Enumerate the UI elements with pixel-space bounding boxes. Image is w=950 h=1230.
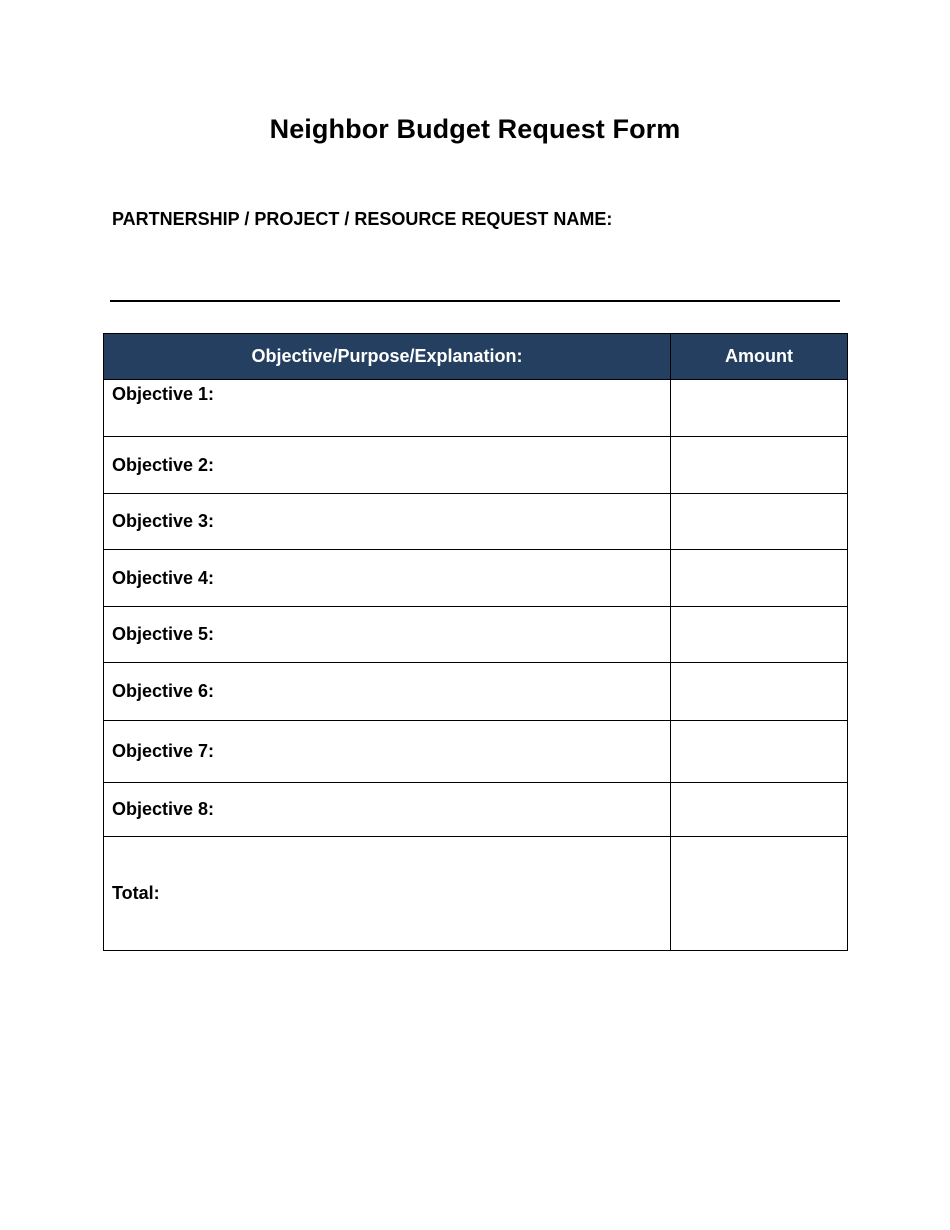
request-name-field[interactable] xyxy=(110,300,840,302)
objective-2-amount-cell[interactable] xyxy=(671,437,848,494)
objective-column-header: Objective/Purpose/Explanation: xyxy=(104,334,671,380)
objective-1-amount-cell[interactable] xyxy=(671,380,848,437)
total-row xyxy=(104,837,848,951)
objective-1-cell[interactable]: Objective 1: xyxy=(104,380,671,437)
objective-3-amount-cell[interactable] xyxy=(671,494,848,550)
page-title: Neighbor Budget Request Form xyxy=(269,114,681,144)
objective-7-cell[interactable]: Objective 7: xyxy=(104,721,671,783)
amount-column-header: Amount xyxy=(671,334,848,380)
table-row xyxy=(104,380,848,437)
objective-8-amount-cell[interactable] xyxy=(671,783,848,837)
table-header-row xyxy=(104,334,848,380)
objective-5-amount-cell[interactable] xyxy=(671,607,848,663)
total-amount-cell[interactable] xyxy=(671,837,848,951)
table-row xyxy=(104,721,848,783)
objective-6-amount-cell[interactable] xyxy=(671,663,848,721)
objective-4-cell[interactable]: Objective 4: xyxy=(104,550,671,607)
table-row xyxy=(104,607,848,663)
table-row xyxy=(104,437,848,494)
objective-7-amount-cell[interactable] xyxy=(671,721,848,783)
objective-3-cell[interactable]: Objective 3: xyxy=(104,494,671,550)
objective-6-cell[interactable]: Objective 6: xyxy=(104,663,671,721)
objective-5-cell[interactable]: Objective 5: xyxy=(104,607,671,663)
objective-8-cell[interactable]: Objective 8: xyxy=(104,783,671,837)
total-label-cell: Total: xyxy=(104,837,671,951)
request-name-label: PARTNERSHIP / PROJECT / RESOURCE REQUEST NAME: xyxy=(112,209,613,229)
budget-table xyxy=(103,333,848,951)
objective-4-amount-cell[interactable] xyxy=(671,550,848,607)
table-row xyxy=(104,550,848,607)
objective-2-cell[interactable]: Objective 2: xyxy=(104,437,671,494)
table-row xyxy=(104,494,848,550)
table-row xyxy=(104,663,848,721)
table-row xyxy=(104,783,848,837)
